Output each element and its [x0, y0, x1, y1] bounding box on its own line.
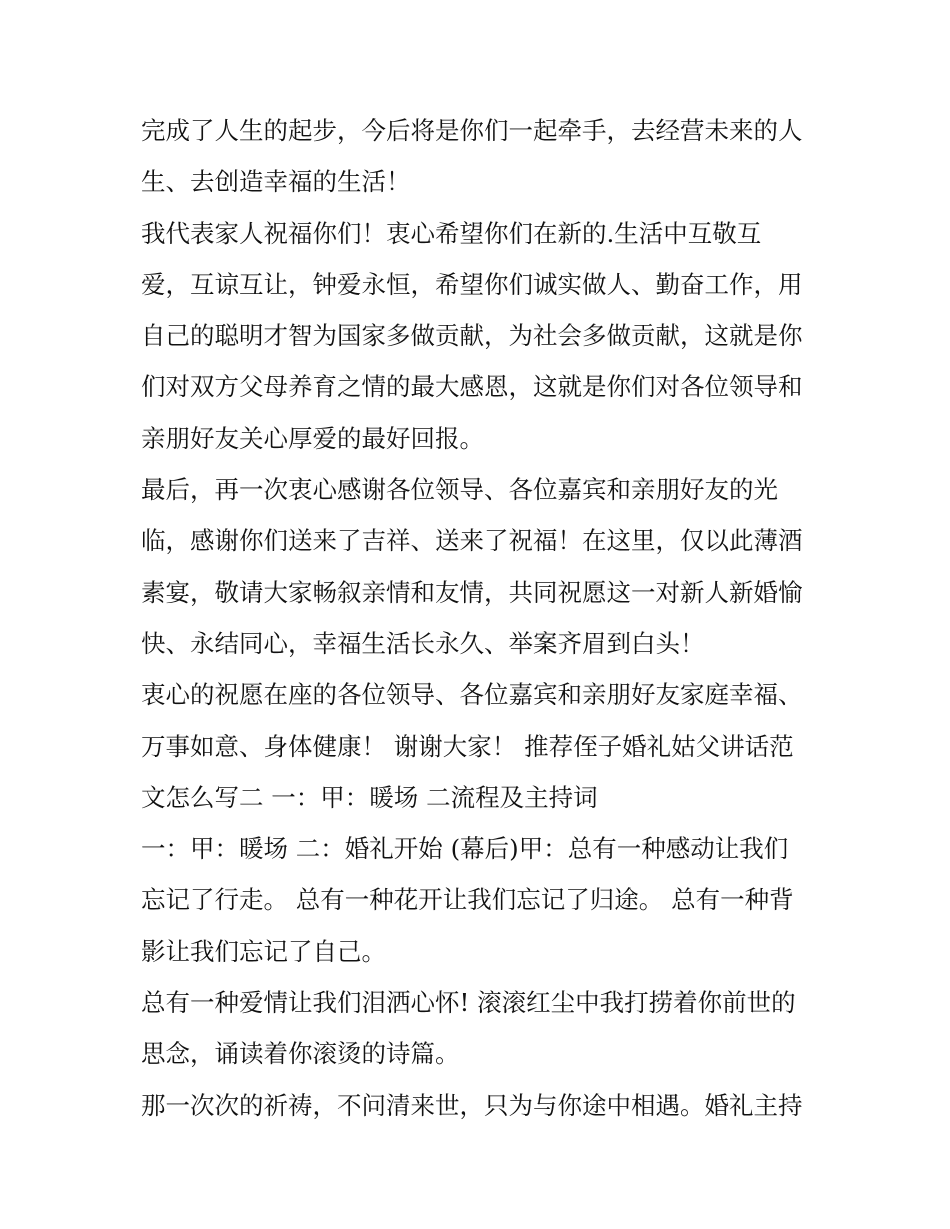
text-line: 万事如意、身体健康！ 谢谢大家！ 推荐侄子婚礼姑父讲话范 [141, 731, 794, 761]
text-line: 总有一种爱情让我们泪洒心怀! 滚滚红尘中我打捞着你前世的 [141, 988, 796, 1018]
text-line: 素宴，敬请大家畅叙亲情和友情，共同祝愿这一对新人新婚愉 [141, 577, 803, 607]
text-line: 临，感谢你们送来了吉祥、送来了祝福！在这里，仅以此薄酒 [141, 526, 803, 556]
text-line: 完成了人生的起步，今后将是你们一起牵手，去经营未来的人 [141, 116, 803, 145]
text-line: 忘记了行走。 总有一种花开让我们忘记了归途。 总有一种背 [141, 885, 794, 915]
text-line: 衷心的祝愿在座的各位领导、各位嘉宾和亲朋好友家庭幸福、 [141, 680, 803, 710]
text-line: 影让我们忘记了自己。 [141, 936, 386, 966]
document-body [141, 105, 831, 1131]
text-line: 一：甲：暖场 二：婚礼开始 (幕后)甲：总有一种感动让我们 [141, 834, 789, 864]
text-line: 最后，再一次衷心感谢各位领导、各位嘉宾和亲朋好友的光 [141, 475, 778, 505]
text-line: 我代表家人祝福你们！衷心希望你们在新的.生活中互敬互 [141, 218, 762, 248]
text-line: 思念，诵读着你滚烫的诗篇。 [141, 1039, 460, 1069]
text-line: 文怎么写二 一：甲：暖场 二流程及主持词 [141, 782, 598, 812]
text-line: 们对双方父母养育之情的最大感恩，这就是你们对各位领导和 [141, 372, 803, 402]
text-line: 快、永结同心，幸福生活长永久、举案齐眉到白头！ [141, 628, 705, 658]
text-line: 自己的聪明才智为国家多做贡献，为社会多做贡献，这就是你 [141, 321, 803, 351]
text-line: 爱，互谅互让，钟爱永恒，希望你们诚实做人、勤奋工作，用 [141, 269, 803, 299]
text-line: 生、去创造幸福的生活！ [141, 167, 411, 197]
text-line: 那一次次的祈祷，不问清来世，只为与你途中相遇。婚礼主持 [141, 1090, 803, 1120]
text-line: 亲朋好友关心厚爱的最好回报。 [141, 423, 484, 453]
